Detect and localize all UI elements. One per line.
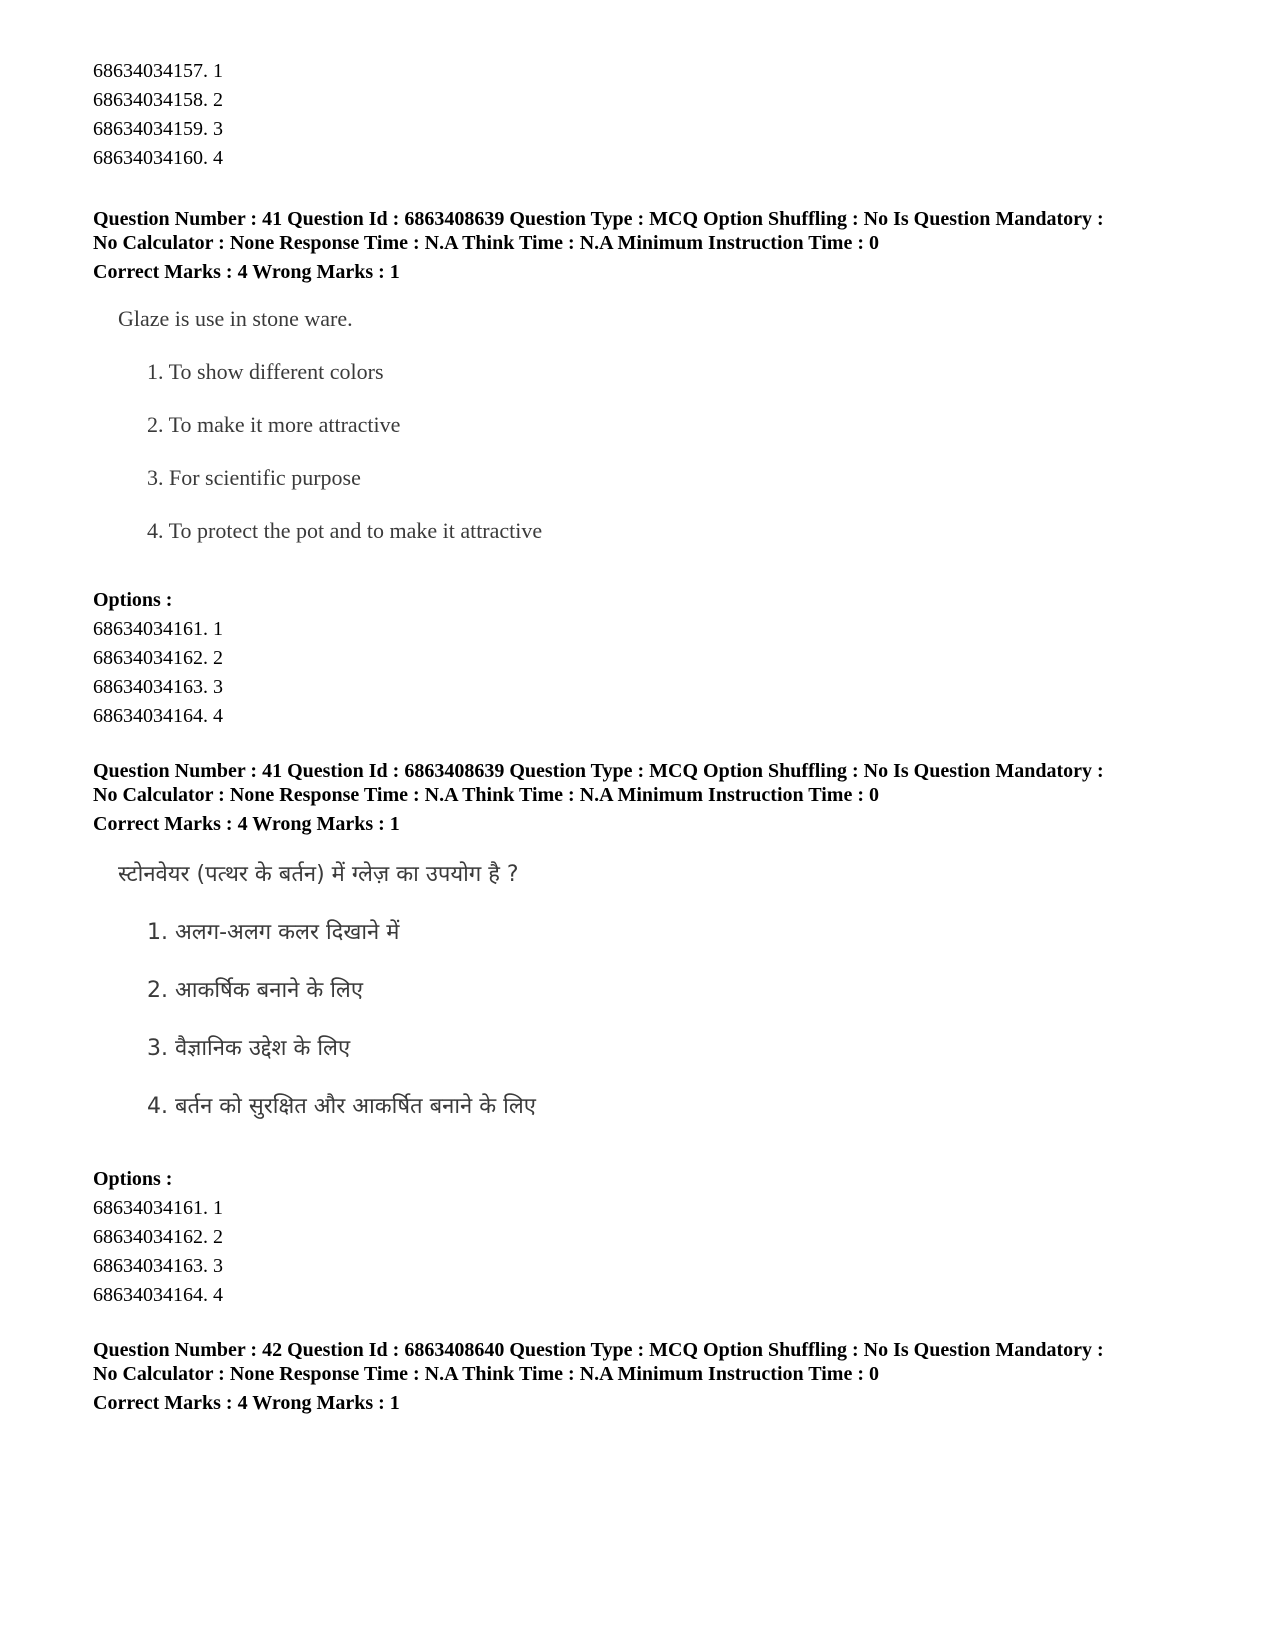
option-line: 68634034163. 3 [93, 1255, 223, 1277]
question-choice: 1. अलग-अलग कलर दिखाने में [147, 920, 400, 945]
option-line: 68634034161. 1 [93, 1197, 223, 1219]
question-header-line: No Calculator : None Response Time : N.A Think Time : N.A Minimum Instruction Time : 0 [93, 784, 879, 806]
option-line: 68634034164. 4 [93, 705, 223, 727]
question-choice: 4. बर्तन को सुरक्षित और आकर्षित बनाने के लिए [147, 1094, 536, 1119]
options-title: Options : [93, 589, 173, 611]
option-line: 68634034162. 2 [93, 647, 223, 669]
question-marks: Correct Marks : 4 Wrong Marks : 1 [93, 1392, 400, 1414]
option-line: 68634034161. 1 [93, 618, 223, 640]
options-title: Options : [93, 1168, 173, 1190]
option-line: 68634034158. 2 [93, 89, 223, 111]
question-choice: 2. To make it more attractive [147, 412, 401, 437]
question-text: Glaze is use in stone ware. [118, 306, 353, 331]
question-options [93, 1165, 223, 1310]
previous-question-options [93, 57, 223, 173]
question-options [93, 586, 223, 731]
question-header-line: No Calculator : None Response Time : N.A Think Time : N.A Minimum Instruction Time : 0 [93, 232, 879, 254]
question-header-line: Question Number : 41 Question Id : 6863408639 Question Type : MCQ Option Shuffling : No Is Question Mandatory : [93, 760, 1104, 782]
question-header-line: Question Number : 42 Question Id : 6863408640 Question Type : MCQ Option Shuffling : No Is Question Mandatory : [93, 1339, 1104, 1361]
question-header [93, 1338, 1243, 1415]
question-body [118, 306, 542, 548]
option-line: 68634034160. 4 [93, 147, 223, 169]
question-choice: 3. For scientific purpose [147, 465, 361, 490]
option-line: 68634034163. 3 [93, 676, 223, 698]
question-body [118, 858, 536, 1124]
question-marks: Correct Marks : 4 Wrong Marks : 1 [93, 813, 400, 835]
option-line: 68634034164. 4 [93, 1284, 223, 1306]
question-header-line: Question Number : 41 Question Id : 6863408639 Question Type : MCQ Option Shuffling : No Is Question Mandatory : [93, 208, 1104, 230]
question-choice: 2. आकर्षिक बनाने के लिए [147, 978, 364, 1003]
option-line: 68634034162. 2 [93, 1226, 223, 1248]
question-text: स्टोनवेयर (पत्थर के बर्तन) में ग्लेज़ का उपयोग है ? [118, 862, 519, 887]
question-choice: 4. To protect the pot and to make it attractive [147, 518, 543, 543]
question-header [93, 759, 1243, 836]
question-choice: 3. वैज्ञानिक उद्देश के लिए [147, 1036, 351, 1061]
question-header-line: No Calculator : None Response Time : N.A Think Time : N.A Minimum Instruction Time : 0 [93, 1363, 879, 1385]
question-choice: 1. To show different colors [147, 359, 384, 384]
option-line: 68634034159. 3 [93, 118, 223, 140]
question-header [93, 207, 1243, 284]
question-marks: Correct Marks : 4 Wrong Marks : 1 [93, 261, 400, 283]
option-line: 68634034157. 1 [93, 60, 223, 82]
